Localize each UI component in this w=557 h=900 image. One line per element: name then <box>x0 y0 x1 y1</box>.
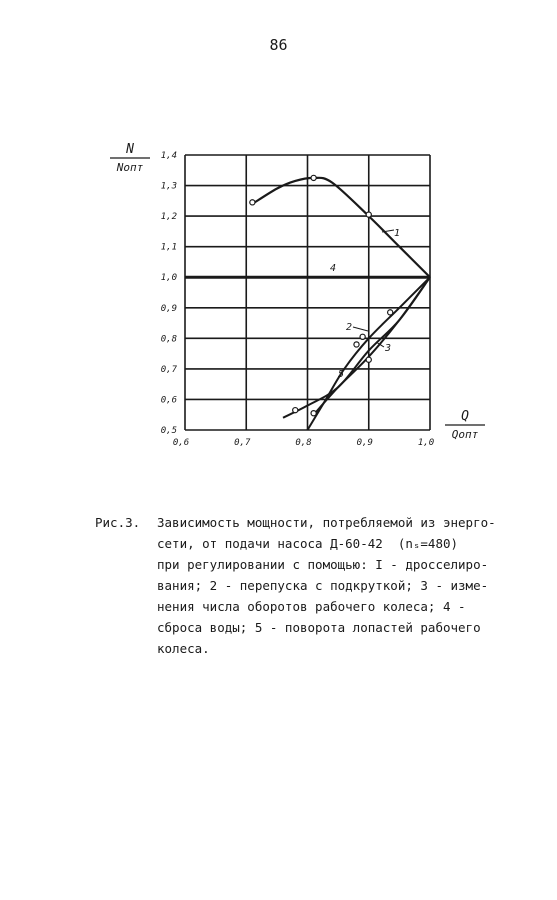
caption-line: Зависимость мощности, потребляемой из энерго- <box>157 515 496 530</box>
caption-text <box>157 512 527 659</box>
y-tick-label: 0,8 <box>160 334 177 345</box>
caption-line: нения числа оборотов рабочего колеса; 4 - <box>157 599 466 614</box>
y-axis-label-denominator: Nопт <box>116 161 144 174</box>
caption-line: колеса. <box>157 641 210 656</box>
y-tick-label: 1,2 <box>160 212 177 223</box>
x-tick-label: 0,7 <box>234 438 251 448</box>
data-point-3 <box>311 411 316 416</box>
y-tick-label: 1,0 <box>160 273 177 284</box>
data-point-1 <box>311 175 316 180</box>
y-tick-label: 0,9 <box>160 303 177 314</box>
series-leader-line <box>353 327 368 331</box>
data-point-1 <box>366 212 371 217</box>
series-label-4: 4 <box>330 263 337 274</box>
series-label-1: 1 <box>394 228 401 239</box>
chart-tick-labels <box>161 151 434 448</box>
chart-grid <box>185 155 430 430</box>
data-point-3 <box>366 357 371 362</box>
caption-line: сети, от подачи насоса Д-60-42 (nₛ=480) <box>157 536 459 551</box>
caption-line: вания; 2 - перепуска с подкруткой; 3 - изме- <box>157 578 489 593</box>
y-axis-label-numerator: N <box>126 142 134 157</box>
y-tick-label: 0,6 <box>160 395 177 406</box>
data-point-5 <box>360 334 365 339</box>
x-tick-label: 1,0 <box>417 438 435 448</box>
y-tick-label: 0,7 <box>160 364 177 375</box>
series-label-5: 5 <box>338 369 345 380</box>
series-label-3: 3 <box>385 343 392 354</box>
x-axis-label-denominator: Qопт <box>451 428 479 441</box>
chart-series-labels <box>330 228 400 380</box>
x-tick-label: 0,6 <box>172 438 190 448</box>
series-line-1 <box>252 178 430 277</box>
data-point-1 <box>250 200 255 205</box>
x-tick-label: 0,9 <box>356 438 373 448</box>
page-number: 86 <box>269 36 288 54</box>
data-point-5 <box>388 310 393 315</box>
y-tick-label: 1,1 <box>160 242 177 253</box>
data-point-5 <box>293 408 298 413</box>
y-tick-label: 1,4 <box>160 151 177 161</box>
chart-markers <box>250 175 393 415</box>
y-tick-label: 1,3 <box>160 181 177 192</box>
caption-line: при регулировании с помощью: I - дросселиро- <box>157 557 489 572</box>
x-tick-label: 0,8 <box>295 438 312 448</box>
x-axis-label-numerator: Q <box>461 409 469 424</box>
series-label-2: 2 <box>346 322 353 333</box>
data-point-2 <box>354 342 359 347</box>
y-tick-label: 0,5 <box>160 426 177 436</box>
caption-line: сброса воды; 5 - поворота лопастей рабочего <box>157 620 481 635</box>
caption-label: Рис.3. <box>95 515 141 530</box>
